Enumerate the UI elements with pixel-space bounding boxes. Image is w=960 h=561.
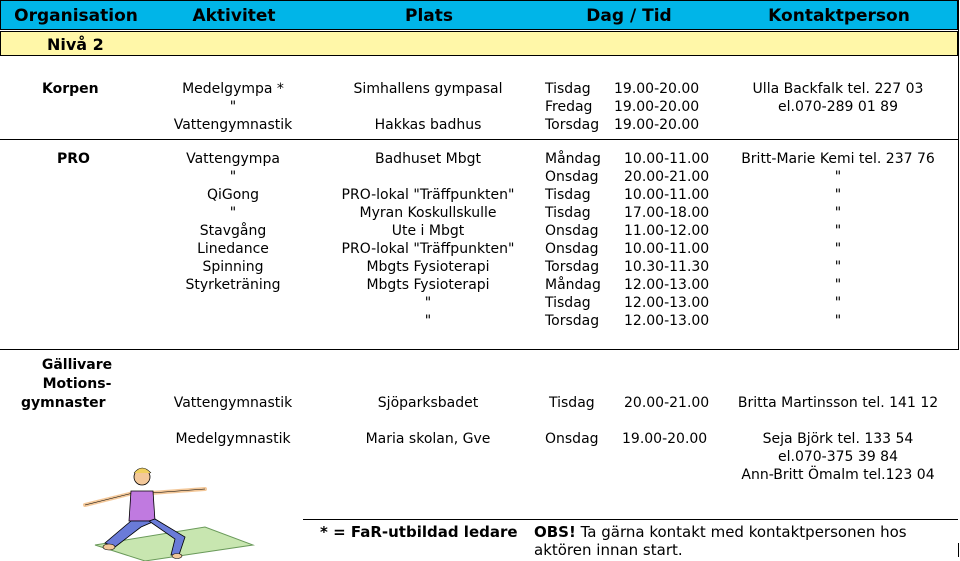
yoga-person-icon [75, 465, 255, 561]
level-label: Nivå 2 [47, 35, 104, 54]
pro-kontakt-8: " [834, 277, 842, 293]
korpen-tid-1: 19.00-20.00 [614, 81, 700, 97]
pro-tid-10: 12.00-13.00 [624, 313, 710, 329]
pro-dag-5: Onsdag [545, 223, 599, 239]
gallivare-kontakt-1: Britta Martinsson tel. 141 12 [737, 395, 939, 411]
gallivare-dag-2: Onsdag [545, 431, 599, 447]
pro-dag-8: Måndag [545, 277, 601, 293]
pro-plats-8: Mbgts Fysioterapi [366, 277, 490, 293]
korpen-aktivitet-1: Medelgympa * [182, 81, 284, 97]
pro-plats-10: " [424, 313, 432, 329]
pro-dag-7: Torsdag [545, 259, 600, 275]
pro-tid-6: 10.00-11.00 [624, 241, 710, 257]
gallivare-tid-2: 19.00-20.00 [622, 431, 708, 447]
pro-aktivitet-2: " [229, 169, 237, 185]
pro-tid-5: 11.00-12.00 [624, 223, 710, 239]
org-korpen: Korpen [42, 81, 99, 97]
pro-tid-3: 10.00-11.00 [624, 187, 710, 203]
gallivare-plats-2: Maria skolan, Gve [365, 431, 491, 447]
pro-aktivitet-6: Linedance [197, 241, 269, 257]
header-aktivitet: Aktivitet [192, 6, 276, 26]
header-organisation: Organisation [14, 6, 138, 26]
level-banner [0, 31, 958, 56]
pro-dag-10: Torsdag [545, 313, 600, 329]
pro-kontakt-3: " [834, 187, 842, 203]
org-gallivare-line-1: Gällivare [41, 357, 113, 373]
pro-dag-1: Måndag [545, 151, 601, 167]
pro-plats-7: Mbgts Fysioterapi [366, 259, 490, 275]
korpen-kontakt-1: Ulla Backfalk tel. 227 03 [752, 81, 924, 97]
divider-pro [0, 349, 958, 350]
pro-tid-9: 12.00-13.00 [624, 295, 710, 311]
pro-tid-4: 17.00-18.00 [624, 205, 710, 221]
pro-aktivitet-1: Vattengympa [186, 151, 280, 167]
pro-plats-1: Badhuset Mbgt [374, 151, 482, 167]
pro-tid-8: 12.00-13.00 [624, 277, 710, 293]
pro-aktivitet-7: Spinning [202, 259, 264, 275]
korpen-tid-3: 19.00-20.00 [614, 117, 700, 133]
pro-aktivitet-4: " [229, 205, 237, 221]
pro-kontakt-9: " [834, 295, 842, 311]
footer-obs-text-2: aktören innan start. [534, 541, 683, 559]
table-border-right [958, 0, 959, 350]
table-border-right-footer [958, 543, 959, 557]
gallivare-aktivitet-2: Medelgymnastik [175, 431, 291, 447]
pro-aktivitet-5: Stavgång [199, 223, 267, 239]
pro-dag-3: Tisdag [545, 187, 591, 203]
pro-kontakt-1: Britt-Marie Kemi tel. 237 76 [741, 151, 935, 167]
korpen-dag-1: Tisdag [545, 81, 591, 97]
pro-kontakt-4: " [834, 205, 842, 221]
footer-obs [534, 524, 907, 541]
pro-aktivitet-3: QiGong [206, 187, 260, 203]
pro-tid-7: 10.30-11.30 [624, 259, 710, 275]
footer-divider [303, 519, 958, 520]
header-kontaktperson: Kontaktperson [768, 6, 910, 26]
pro-plats-3: PRO-lokal "Träffpunkten" [341, 187, 515, 203]
gallivare-kontakt-2b: el.070-375 39 84 [778, 449, 898, 465]
footer-legend: * = FaR-utbildad ledare [320, 523, 518, 541]
gallivare-kontakt-2a: Seja Björk tel. 133 54 [762, 431, 914, 447]
header-dag-tid: Dag / Tid [586, 6, 672, 26]
gallivare-plats-1: Sjöparksbadet [377, 395, 479, 411]
korpen-dag-3: Torsdag [545, 117, 600, 133]
pro-tid-1: 10.00-11.00 [624, 151, 710, 167]
pro-plats-9: " [424, 295, 432, 311]
korpen-plats-3: Hakkas badhus [374, 117, 482, 133]
pro-dag-9: Tisdag [545, 295, 591, 311]
pro-plats-5: Ute i Mbgt [391, 223, 465, 239]
korpen-aktivitet-3: Vattengymnastik [173, 117, 293, 133]
pro-kontakt-7: " [834, 259, 842, 275]
pro-kontakt-2: " [834, 169, 842, 185]
korpen-aktivitet-2: " [229, 99, 237, 115]
gallivare-kontakt-2c: Ann-Britt Ömalm tel.123 04 [741, 467, 935, 483]
footer-obs-text: Ta gärna kontakt med kontaktpersonen hos [575, 523, 907, 541]
footer-obs-label: OBS! [534, 523, 576, 541]
gallivare-aktivitet-1: Vattengymnastik [173, 395, 293, 411]
org-gallivare-line-2: Motions- [42, 376, 112, 392]
pro-kontakt-10: " [834, 313, 842, 329]
korpen-dag-2: Fredag [545, 99, 593, 115]
pro-tid-2: 20.00-21.00 [624, 169, 710, 185]
table-header [0, 0, 958, 30]
pro-plats-4: Myran Koskullskulle [359, 205, 497, 221]
pro-dag-2: Onsdag [545, 169, 599, 185]
pro-plats-6: PRO-lokal "Träffpunkten" [341, 241, 515, 257]
org-gallivare-line-3: gymnaster [21, 395, 106, 411]
pro-dag-4: Tisdag [545, 205, 591, 221]
pro-kontakt-5: " [834, 223, 842, 239]
korpen-plats-1: Simhallens gympasal [353, 81, 503, 97]
gallivare-dag-1: Tisdag [549, 395, 595, 411]
header-plats: Plats [404, 6, 454, 26]
korpen-kontakt-2: el.070-289 01 89 [778, 99, 898, 115]
org-pro: PRO [57, 151, 90, 167]
divider-korpen [0, 139, 958, 140]
gallivare-tid-1: 20.00-21.00 [624, 395, 710, 411]
korpen-tid-2: 19.00-20.00 [614, 99, 700, 115]
pro-kontakt-6: " [834, 241, 842, 257]
pro-aktivitet-8: Styrketräning [185, 277, 281, 293]
pro-dag-6: Onsdag [545, 241, 599, 257]
